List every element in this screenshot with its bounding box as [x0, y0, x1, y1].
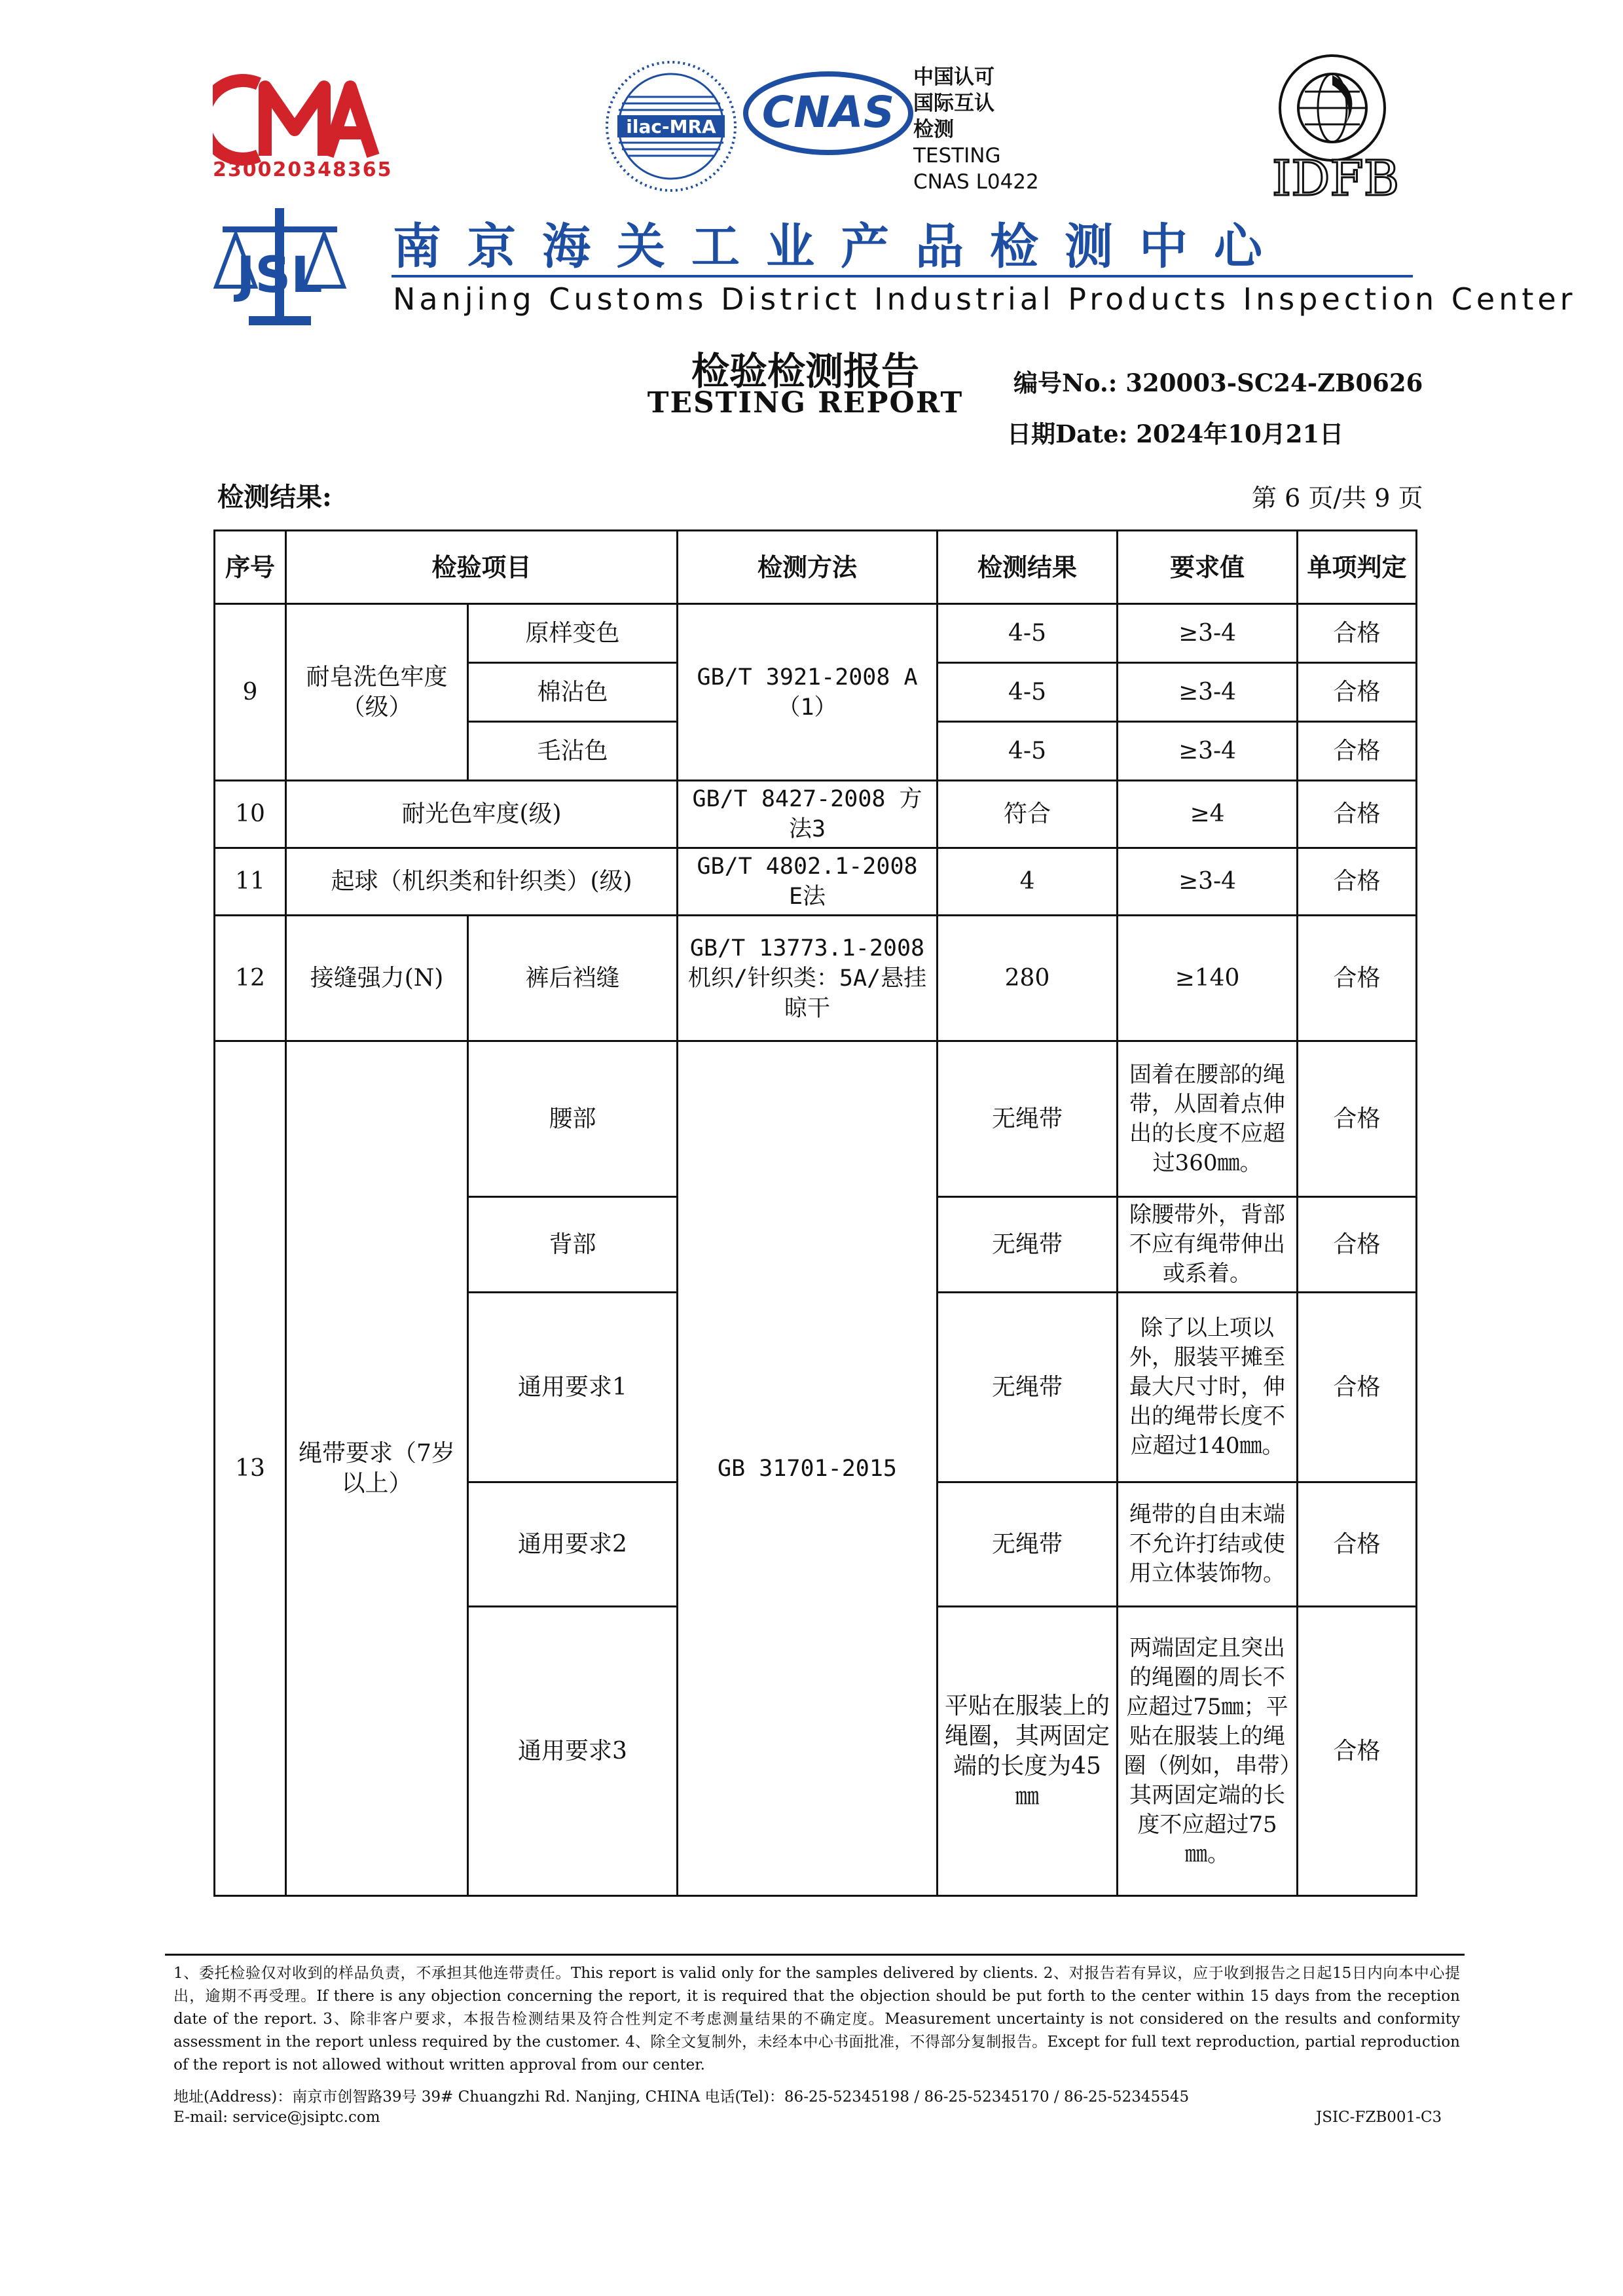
header-requirement: 要求值 — [1118, 531, 1298, 604]
row-no: 11 — [215, 848, 286, 916]
row-sub-item: 通用要求2 — [468, 1482, 678, 1607]
footer-address: 地址(Address)：南京市创智路39号 39# Chuangzhi Rd. Nanjing, CHINA 电话(Tel)：86-25-52345198 / 86-25-52345170 / 86-25-52345545 — [173, 2089, 1190, 2106]
row-result: 符合 — [938, 781, 1118, 848]
row-verdict: 合格 — [1298, 1607, 1417, 1896]
row-item: 起球（机织类和针织类）(级) — [286, 848, 678, 916]
row-sub-item: 通用要求1 — [468, 1293, 678, 1482]
header-method: 检测方法 — [678, 531, 938, 604]
row-sub-item: 棉沾色 — [468, 663, 678, 722]
row-result: 无绳带 — [938, 1482, 1118, 1607]
center-name-en: Nanjing Customs District Industrial Products Inspection Center — [393, 281, 1577, 317]
row-method: GB/T 8427-2008 方法3 — [678, 781, 938, 848]
row-requirement: ≥3-4 — [1118, 848, 1298, 916]
cma-number: 230020348365 — [213, 158, 393, 181]
row-no: 10 — [215, 781, 286, 848]
row-verdict: 合格 — [1298, 1293, 1417, 1482]
cnas-line: 国际互认 — [913, 92, 994, 115]
row-verdict: 合格 — [1298, 848, 1417, 916]
row-requirement: 除了以上项以外，服装平摊至最大尺寸时，伸出的绳带长度不应超过140㎜。 — [1118, 1293, 1298, 1482]
footer-form-code: JSIC-FZB001-C3 — [1316, 2109, 1442, 2126]
svg-text:CNAS: CNAS — [761, 87, 895, 137]
jsl-logo — [210, 208, 350, 329]
header-no: 序号 — [215, 531, 286, 604]
row-no: 13 — [215, 1041, 286, 1896]
row-no: 9 — [215, 604, 286, 781]
header-result: 检测结果 — [938, 531, 1118, 604]
report-title-cn: 检验检测报告 — [691, 349, 919, 393]
table-row — [215, 1041, 1417, 1197]
cnas-line: 中国认可 — [913, 65, 994, 89]
row-requirement: ≥3-4 — [1118, 604, 1298, 663]
row-method: GB 31701-2015 — [678, 1041, 938, 1896]
row-verdict: 合格 — [1298, 604, 1417, 663]
cnas-accreditation-text — [913, 64, 1070, 195]
row-requirement: 两端固定且突出的绳圈的周长不应超过75㎜；平贴在服装上的绳圈（例如，串带）其两固定端的长度不应超过75㎜。 — [1118, 1607, 1298, 1896]
page-indicator: 第 6 页/共 9 页 — [1252, 484, 1423, 512]
report-title-en: TESTING REPORT — [647, 386, 964, 420]
row-result: 无绳带 — [938, 1293, 1118, 1482]
center-divider — [392, 275, 1413, 278]
table-row — [215, 781, 1417, 848]
row-verdict: 合格 — [1298, 781, 1417, 848]
footer-divider — [165, 1954, 1465, 1956]
row-method: GB/T 3921-2008 A（1） — [678, 604, 938, 781]
results-label: 检测结果: — [217, 482, 332, 512]
report-date: 日期Date: 2024年10月21日 — [1007, 420, 1344, 448]
header-item: 检验项目 — [286, 531, 678, 604]
table-row — [215, 848, 1417, 916]
row-item: 接缝强力(N) — [286, 916, 468, 1041]
footer-email: E-mail: service@jsiptc.com — [173, 2109, 380, 2126]
svg-text:IDFB: IDFB — [1271, 151, 1400, 207]
row-result: 无绳带 — [938, 1197, 1118, 1293]
svg-text:JSL: JSL — [236, 245, 323, 304]
row-sub-item: 原样变色 — [468, 604, 678, 663]
row-result: 4 — [938, 848, 1118, 916]
header-verdict: 单项判定 — [1298, 531, 1417, 604]
cnas-line: 检测 — [913, 118, 954, 141]
row-verdict: 合格 — [1298, 722, 1417, 781]
row-requirement: ≥140 — [1118, 916, 1298, 1041]
cnas-line: TESTING — [913, 144, 1001, 168]
svg-text:ilac-MRA: ilac-MRA — [626, 116, 716, 137]
row-sub-item: 毛沾色 — [468, 722, 678, 781]
report-number: 编号No.: 320003-SC24-ZB0626 — [1013, 368, 1423, 397]
row-requirement: ≥3-4 — [1118, 663, 1298, 722]
row-sub-item: 通用要求3 — [468, 1607, 678, 1896]
row-verdict: 合格 — [1298, 1197, 1417, 1293]
row-verdict: 合格 — [1298, 663, 1417, 722]
row-verdict: 合格 — [1298, 1041, 1417, 1197]
footer-notes: 1、委托检验仅对收到的样品负责，不承担其他连带责任。This report is valid only for the samples delivered by clients. 2、对报告若有异议，应于收到报告之日起15日内向本中心提出，逾期不再受理。If there is any objection concerning the report, it is required that the objection should be put forth to the center within 15 days from the reception date of the report. 3、除非客户要求，本报告检测结果及符合性判定不考虑测量结果的不确定度。Measurement uncertainty is not considered on the results and conformity assessment in the report unless required by the customer. 4、除全文复制外，未经本中心书面批准，不得部分复制报告。Except for full text reproduction, partial reproduction of the report is not allowed without written approval from our center. — [173, 1965, 1460, 2073]
row-sub-item: 腰部 — [468, 1041, 678, 1197]
row-result: 无绳带 — [938, 1041, 1118, 1197]
row-method: GB/T 13773.1-2008 机织/针织类：5A/悬挂晾干 — [678, 916, 938, 1041]
row-item: 耐皂洗色牢度（级） — [286, 604, 468, 781]
row-result: 4-5 — [938, 722, 1118, 781]
row-item: 绳带要求（7岁以上） — [286, 1041, 468, 1896]
ilac-mra-logo — [599, 58, 743, 195]
row-requirement: ≥4 — [1118, 781, 1298, 848]
idfb-logo — [1254, 46, 1417, 209]
row-no: 12 — [215, 916, 286, 1041]
row-verdict: 合格 — [1298, 916, 1417, 1041]
row-result: 280 — [938, 916, 1118, 1041]
row-requirement: ≥3-4 — [1118, 722, 1298, 781]
table-row — [215, 604, 1417, 663]
row-requirement: 固着在腰部的绳带，从固着点伸出的长度不应超过360㎜。 — [1118, 1041, 1298, 1197]
row-requirement: 除腰带外，背部不应有绳带伸出或系着。 — [1118, 1197, 1298, 1293]
cnas-line: CNAS L0422 — [913, 170, 1039, 194]
center-name-cn: 南京海关工业产品检测中心 — [393, 219, 1288, 275]
row-result: 4-5 — [938, 604, 1118, 663]
cnas-logo — [743, 71, 913, 156]
row-item: 耐光色牢度(级) — [286, 781, 678, 848]
table-header-row — [215, 531, 1417, 604]
results-table — [213, 529, 1417, 1897]
row-result: 4-5 — [938, 663, 1118, 722]
row-sub-item: 背部 — [468, 1197, 678, 1293]
row-requirement: 绳带的自由末端不允许打结或使用立体装饰物。 — [1118, 1482, 1298, 1607]
row-verdict: 合格 — [1298, 1482, 1417, 1607]
row-method: GB/T 4802.1-2008 E法 — [678, 848, 938, 916]
row-sub-item: 裤后裆缝 — [468, 916, 678, 1041]
row-result: 平贴在服装上的绳圈，其两固定端的长度为45㎜ — [938, 1607, 1118, 1896]
table-row — [215, 916, 1417, 1041]
